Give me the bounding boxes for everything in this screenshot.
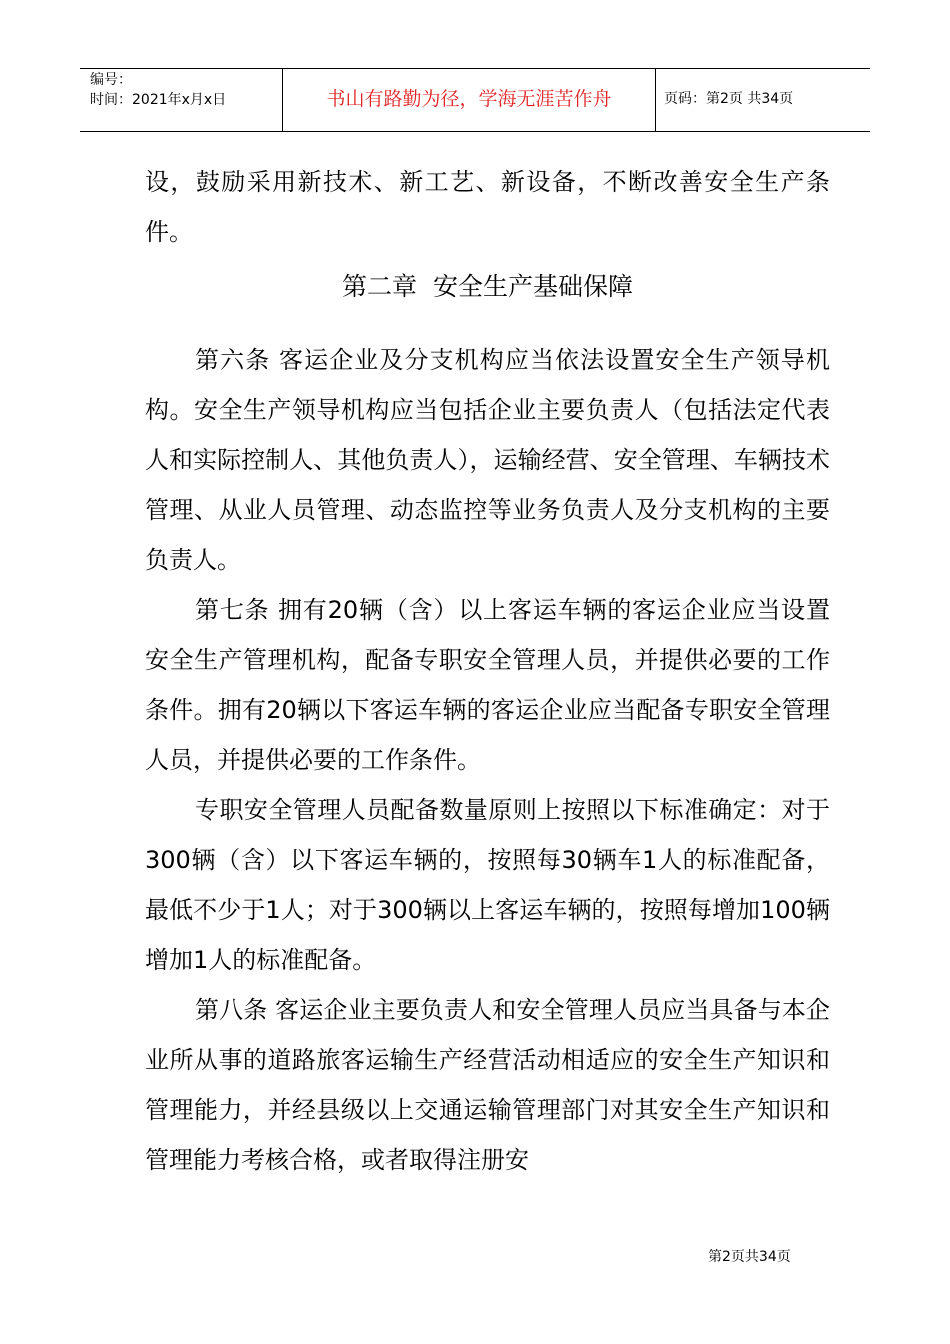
article-6-paragraph: 第六条 客运企业及分支机构应当依法设置安全生产领导机构。安全生产领导机构应当包括企业主要负责人（包括法定代表人和实际控制人、其他负责人），运输经营、安全管理、车辆技术管理、从业人员管理、动态监控等业务负责人及分支机构的主要负责人。 bbox=[145, 346, 830, 574]
document-number-label: 编号： bbox=[90, 72, 132, 88]
page-footer-number: 第2页共34页 bbox=[708, 1249, 791, 1265]
intro-paragraph: 设，鼓励采用新技术、新工艺、新设备，不断改善安全生产条件。 bbox=[145, 168, 830, 246]
document-body bbox=[145, 157, 830, 1185]
header-motto: 书山有路勤为径，学海无涯苦作舟 bbox=[326, 88, 612, 110]
header-page-cell bbox=[656, 69, 870, 131]
header-page-info: 页码：第2页 共34页 bbox=[664, 91, 794, 107]
article-8-paragraph: 第八条 客运企业主要负责人和安全管理人员应当具备与本企业所从事的道路旅客运输生产经营活动相适应的安全生产知识和管理能力，并经县级以上交通运输管理部门对其安全生产知识和管理能力考核合格，或者取得注册安 bbox=[145, 996, 830, 1174]
document-date-label: 时间：2021年x月x日 bbox=[90, 92, 227, 108]
chapter-title: 第二章 安全生产基础保障 bbox=[342, 272, 633, 301]
staffing-standard-paragraph: 专职安全管理人员配备数量原则上按照以下标准确定：对于300辆（含）以下客运车辆的，按照每30辆车1人的标准配备，最低不少于1人；对于300辆以上客运车辆的，按照每增加100辆增加1人的标准配备。 bbox=[145, 796, 830, 974]
header-meta-cell bbox=[80, 69, 283, 131]
article-7-paragraph: 第七条 拥有20辆（含）以上客运车辆的客运企业应当设置安全生产管理机构，配备专职安全管理人员，并提供必要的工作条件。拥有20辆以下客运车辆的客运企业应当配备专职安全管理人员，并提供必要的工作条件。 bbox=[145, 596, 830, 774]
header-motto-cell bbox=[283, 69, 656, 131]
page-header bbox=[80, 68, 870, 132]
